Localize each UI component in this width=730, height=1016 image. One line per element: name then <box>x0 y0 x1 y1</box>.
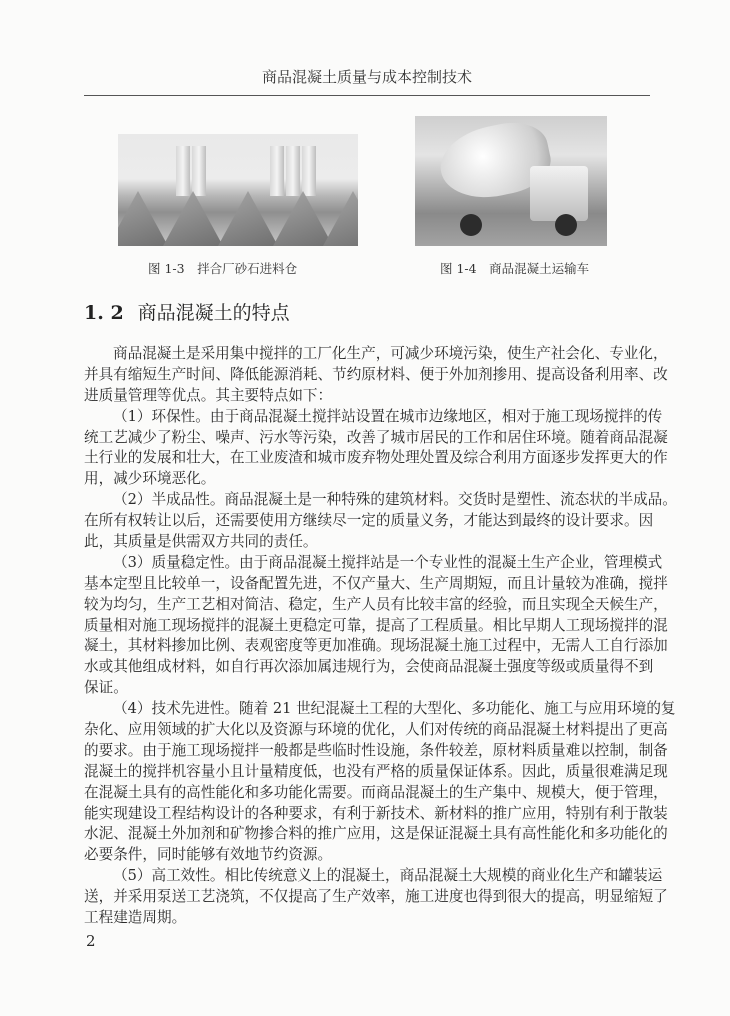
text-line: 用，减少环境恶化。 <box>84 470 216 488</box>
text-line: （3）质量稳定性。由于商品混凝土搅拌站是一个专业性的混凝土生产企业，管理模式 <box>113 553 663 571</box>
section-title: 商品混凝土的特点 <box>137 302 290 324</box>
text-line: 水泥、混凝土外加剂和矿物掺合料的推广应用，这是保证混凝土具有高性能化和多功能化的 <box>84 825 668 843</box>
paragraph <box>84 344 668 407</box>
section-number: 1. 2 <box>84 302 124 324</box>
paragraph <box>84 866 668 929</box>
text-line: 较为均匀，生产工艺相对简洁、稳定，生产人员有比较丰富的经验，而且实现全天候生产， <box>84 595 668 613</box>
text-line: 此，其质量是供需双方共同的责任。 <box>84 533 318 551</box>
text-line: 商品混凝土是采用集中搅拌的工厂化生产，可减少环境污染，使生产社会化、专业化， <box>113 345 668 362</box>
header-rule <box>84 95 650 96</box>
figure-1-3-photo-aggregate-bins <box>118 134 358 246</box>
text-line: 水或其他组成材料，如自行再次添加属违规行为，会使商品混凝土强度等级或质量得不到 <box>84 658 654 676</box>
figure-1-3-caption: 图 1-3 拌合厂砂石进料仓 <box>148 261 298 276</box>
text-line: 在混凝土具有的高性能化和多功能化需要。而商品混凝土的生产集中、规模大，便于管理， <box>84 783 668 801</box>
text-line: （1）环保性。由于商品混凝土搅拌站设置在城市边缘地区，相对于施工现场搅拌的传 <box>113 407 663 425</box>
text-line: 进质量管理等优点。其主要特点如下： <box>84 386 333 404</box>
text-line: 基本定型且比较单一，设备配置先进，不仅产量大、生产周期短，而且计量较为准确，搅拌 <box>84 574 668 592</box>
text-line: 工程建造周期。 <box>84 909 187 927</box>
paragraph <box>84 490 677 553</box>
body-text <box>84 344 677 929</box>
page-number: 2 <box>86 932 96 950</box>
paragraph <box>84 407 668 491</box>
text-line: 质量相对施工现场搅拌的混凝土更稳定可靠，提高了工程质量。相比早期人工现场搅拌的混 <box>84 616 668 634</box>
text-line: 混凝土的搅拌机容量小且计量精度低，也没有严格的质量保证体系。因此，质量很难满足现 <box>84 762 668 780</box>
text-line: 在所有权转让以后，还需要使用方继续尽一定的质量义务，才能达到最终的设计要求。因 <box>84 512 654 530</box>
figure-1-4-caption: 图 1-4 商品混凝土运输车 <box>440 261 590 276</box>
text-line: 土行业的发展和壮大，在工业废渣和城市废弃物处理处置及综合利用方面逐步发挥更大的作 <box>84 449 668 467</box>
text-line: 统工艺减少了粉尘、噪声、污水等污染，改善了城市居民的工作和居住环境。随着商品混凝 <box>84 428 668 446</box>
text-line: 并具有缩短生产时间、降低能源消耗、节约原材料、便于外加剂掺用、提高设备利用率、改 <box>84 365 668 383</box>
text-line: 必要条件，同时能够有效地节约资源。 <box>84 846 333 864</box>
running-head-title: 商品混凝土质量与成本控制技术 <box>261 68 472 86</box>
paragraph <box>84 553 668 699</box>
text-line: 凝土，其材料掺加比例、表观密度等更加准确。现场混凝土施工过程中，无需人工自行添加 <box>84 637 668 655</box>
text-line: 杂化、应用领域的扩大化以及资源与环境的优化，人们对传统的商品混凝土材料提出了更高 <box>84 721 668 739</box>
text-line: （5）高工效性。相比传统意义上的混凝土，商品混凝土大规模的商业化生产和罐装运 <box>113 867 663 885</box>
text-line: （2）半成品性。商品混凝土是一种特殊的建筑材料。交货时是塑性、流态状的半成品。 <box>113 491 677 509</box>
text-line: （4）技术先进性。随着 21 世纪混凝土工程的大型化、多功能化、施工与应用环境的复 <box>113 700 676 718</box>
section-heading <box>84 298 290 325</box>
paragraph <box>84 699 676 866</box>
text-line: 能实现建设工程结构设计的各种要求，有利于新技术、新材料的推广应用，特别有利于散装 <box>84 804 668 822</box>
text-line: 的要求。由于施工现场搅拌一般都是些临时性设施，条件较差，原材料质量难以控制，制备 <box>84 741 668 759</box>
text-line: 保证。 <box>84 679 128 697</box>
text-line: 送，并采用泵送工艺浇筑，不仅提高了生产效率，施工进度也得到很大的提高，明显缩短了 <box>84 888 668 906</box>
figure-1-4-photo-mixer-truck <box>415 116 607 246</box>
